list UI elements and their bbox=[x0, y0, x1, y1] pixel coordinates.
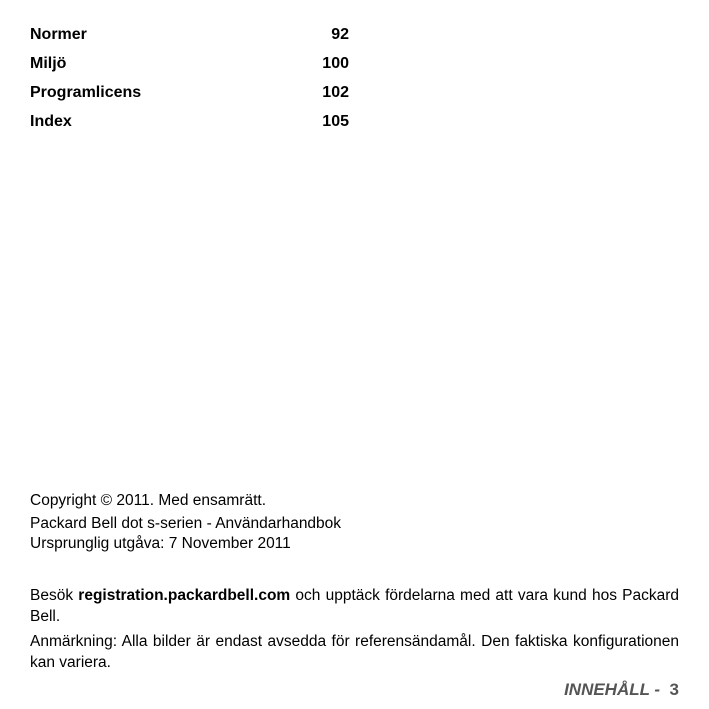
toc-entry-index[interactable] bbox=[30, 112, 349, 141]
manual-title-line: Packard Bell dot s-serien - Användarhandbok bbox=[30, 515, 342, 532]
toc-entry-title: Index bbox=[30, 113, 72, 130]
table-of-contents bbox=[30, 25, 349, 141]
toc-entry-page: 100 bbox=[322, 55, 349, 72]
toc-entry-page: 92 bbox=[331, 26, 349, 43]
toc-entry-page: 102 bbox=[322, 84, 349, 101]
toc-entry-miljo[interactable] bbox=[30, 54, 349, 83]
footer-section-title: INNEHÅLL - bbox=[564, 680, 661, 699]
toc-entry-page: 105 bbox=[322, 113, 349, 130]
copyright-line: Copyright © 2011. Med ensamrätt. bbox=[30, 492, 266, 509]
toc-entry-programlicens[interactable] bbox=[30, 83, 349, 112]
registration-link[interactable]: registration.packardbell.com bbox=[78, 587, 291, 604]
notes-block bbox=[30, 585, 679, 673]
edition-line: Ursprunglig utgåva: 7 November 2011 bbox=[30, 535, 291, 552]
remark-paragraph: Anmärkning: Alla bilder är endast avsedda för referensändamål. Den faktiska konfigurationen kan variera. bbox=[30, 633, 679, 671]
toc-entry-normer[interactable] bbox=[30, 25, 349, 54]
footer-page-number: 3 bbox=[669, 680, 679, 699]
visit-prefix: Besök bbox=[30, 587, 74, 604]
visit-suffix: och upptäck fördelarna med att vara kund hos Packard Bell. bbox=[30, 587, 680, 625]
toc-entry-title: Normer bbox=[30, 26, 87, 43]
toc-entry-title: Programlicens bbox=[30, 84, 142, 101]
copyright-block bbox=[30, 491, 341, 554]
toc-entry-title: Miljö bbox=[30, 55, 67, 72]
page-footer bbox=[564, 680, 679, 700]
registration-paragraph bbox=[30, 585, 679, 627]
